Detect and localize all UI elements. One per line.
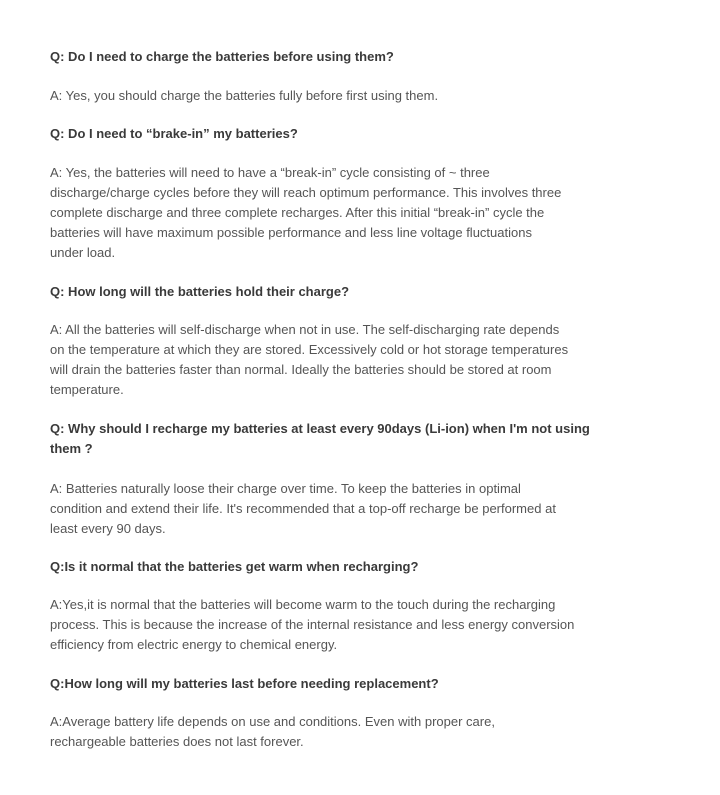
faq-answer-5: A:Yes,it is normal that the batteries will become warm to the touch during the recharging process. This is because the increase of the internal resistance and less energy conversion efficiency from electric energy to chemical energy.	[50, 597, 575, 652]
faq-answer-6: A:Average battery life depends on use and conditions. Even with proper care, rechargeable batteries does not last forever.	[50, 714, 495, 749]
faq-answer-3: A: All the batteries will self-discharge when not in use. The self-discharging rate depends on the temperature at which they are stored. Excessively cold or hot storage temperatures will drain the batteries faster than normal. Ideally the batteries should be stored at room temperature.	[50, 322, 569, 397]
faq-question-5: Q:Is it normal that the batteries get warm when recharging?	[50, 559, 419, 574]
faq-answer-4: A: Batteries naturally loose their charge over time. To keep the batteries in optimal condition and extend their life. It's recommended that a top-off recharge be performed at least every 90 days.	[50, 481, 556, 536]
faq-question-4: Q: Why should I recharge my batteries at least every 90days (Li-ion) when I'm not using them ?	[50, 421, 590, 456]
faq-question-1: Q: Do I need to charge the batteries before using them?	[50, 49, 394, 64]
faq-question-6: Q:How long will my batteries last before needing replacement?	[50, 676, 439, 691]
faq-answer-2: A: Yes, the batteries will need to have a “break-in” cycle consisting of ~ three discharge/charge cycles before they will reach optimum performance. This involves three complete discharge and three complete recharges. After this initial “break-in” cycle the batteries will have maximum possible performance and less line voltage fluctuations under load.	[50, 165, 562, 260]
faq-question-2: Q: Do I need to “brake-in” my batteries?	[50, 126, 298, 141]
faq-answer-1: A: Yes, you should charge the batteries fully before first using them.	[50, 88, 439, 103]
faq-question-3: Q: How long will the batteries hold their charge?	[50, 284, 350, 299]
